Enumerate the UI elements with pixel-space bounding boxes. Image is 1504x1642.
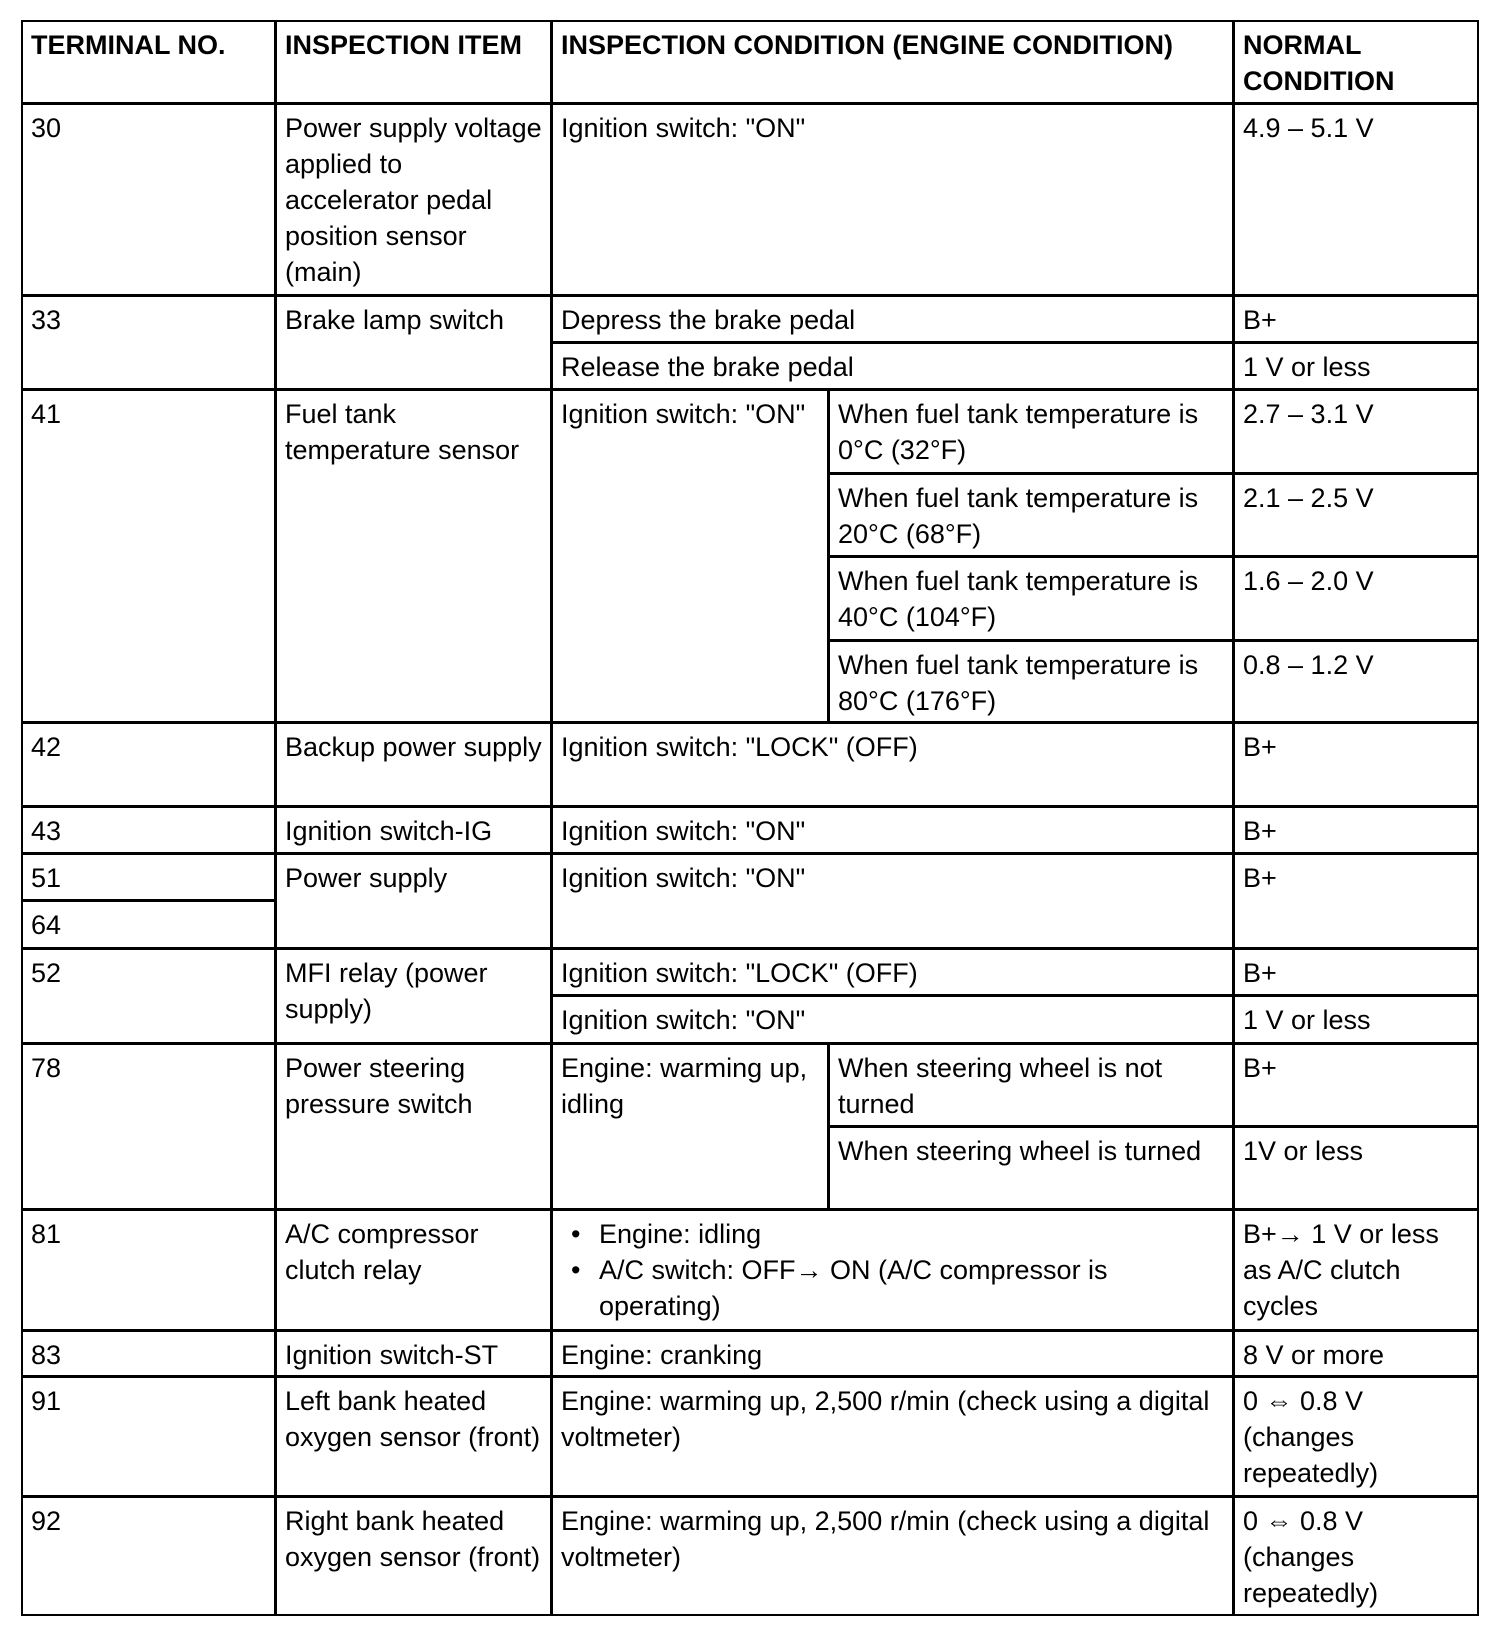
normal-cell: 2.1 – 2.5 V — [1233, 473, 1479, 557]
sub-condition-cell: When fuel tank temperature is 80°C (176°F) — [828, 640, 1234, 723]
condition-cell: Release the brake pedal — [551, 342, 1234, 390]
condition-cell: Ignition switch: "ON" — [551, 853, 1234, 949]
normal-cell: 0 ⇔ 0.8 V (changes repeatedly) — [1233, 1496, 1479, 1616]
normal-cell: B+ — [1233, 722, 1479, 807]
terminal-cell: 52 — [21, 948, 276, 1044]
terminal-cell: 42 — [21, 722, 276, 807]
terminal-cell: 30 — [21, 103, 276, 296]
item-cell: Right bank heated oxygen sensor (front) — [275, 1496, 552, 1616]
terminal-cell: 64 — [21, 900, 276, 949]
condition-cell: Engine: warming up, 2,500 r/min (check using a digital voltmeter) — [551, 1376, 1234, 1497]
normal-cell: B+ — [1233, 948, 1479, 996]
item-cell: Backup power supply — [275, 722, 552, 807]
terminal-cell: 51 — [21, 853, 276, 901]
sub-condition-cell: When fuel tank temperature is 20°C (68°F) — [828, 473, 1234, 557]
condition-cell: Engine: cranking — [551, 1330, 1234, 1377]
normal-cell: 4.9 – 5.1 V — [1233, 103, 1479, 296]
header-terminal-no: TERMINAL NO. — [21, 20, 276, 104]
terminal-cell: 78 — [21, 1043, 276, 1210]
condition-cell: Engine: warming up, 2,500 r/min (check using a digital voltmeter) — [551, 1496, 1234, 1616]
terminal-cell: 81 — [21, 1209, 276, 1331]
header-normal-condition: NORMAL CONDITION — [1233, 20, 1479, 104]
item-cell: Left bank heated oxygen sensor (front) — [275, 1376, 552, 1497]
sub-condition-cell: When steering wheel is not turned — [828, 1043, 1234, 1127]
normal-cell: 1V or less — [1233, 1126, 1479, 1210]
bullet-item: • Engine: idling — [561, 1216, 1224, 1252]
sub-condition-cell: When fuel tank temperature is 40°C (104°F) — [828, 556, 1234, 641]
normal-cell: 1.6 – 2.0 V — [1233, 556, 1479, 641]
terminal-cell: 92 — [21, 1496, 276, 1616]
condition-cell: Ignition switch: "ON" — [551, 995, 1234, 1044]
normal-cell: 0.8 – 1.2 V — [1233, 640, 1479, 723]
condition-cell: Engine: warming up, idling — [551, 1043, 829, 1210]
item-cell: Brake lamp switch — [275, 295, 552, 390]
item-cell: Power supply voltage applied to accelerator pedal position sensor (main) — [275, 103, 552, 296]
normal-cell: B+ — [1233, 853, 1479, 949]
normal-cell: 0 ⇔ 0.8 V (changes repeatedly) — [1233, 1376, 1479, 1497]
item-cell: MFI relay (power supply) — [275, 948, 552, 1044]
sub-condition-cell: When fuel tank temperature is 0°C (32°F) — [828, 389, 1234, 474]
header-inspection-item: INSPECTION ITEM — [275, 20, 552, 104]
normal-cell: B+ — [1233, 295, 1479, 343]
item-cell: Power supply — [275, 853, 552, 949]
terminal-cell: 41 — [21, 389, 276, 723]
item-cell: Ignition switch-IG — [275, 806, 552, 854]
item-cell: A/C compressor clutch relay — [275, 1209, 552, 1331]
sub-condition-cell: When steering wheel is turned — [828, 1126, 1234, 1210]
condition-cell: Ignition switch: "ON" — [551, 806, 1234, 854]
item-cell: Fuel tank temperature sensor — [275, 389, 552, 723]
normal-cell: 1 V or less — [1233, 342, 1479, 390]
item-cell: Power steering pressure switch — [275, 1043, 552, 1210]
condition-cell: Ignition switch: "LOCK" (OFF) — [551, 722, 1234, 807]
item-cell: Ignition switch-ST — [275, 1330, 552, 1377]
condition-cell: Ignition switch: "ON" — [551, 389, 829, 723]
normal-cell: 1 V or less — [1233, 995, 1479, 1044]
bullet-item: • A/C switch: OFF→ ON (A/C compressor is operating) — [561, 1252, 1224, 1324]
terminal-cell: 91 — [21, 1376, 276, 1497]
terminal-cell: 43 — [21, 806, 276, 854]
normal-cell: B+→ 1 V or less as A/C clutch cycles — [1233, 1209, 1479, 1331]
condition-cell: Ignition switch: "LOCK" (OFF) — [551, 948, 1234, 996]
normal-cell: 2.7 – 3.1 V — [1233, 389, 1479, 474]
normal-cell: B+ — [1233, 806, 1479, 854]
terminal-cell: 33 — [21, 295, 276, 390]
condition-cell — [551, 1209, 1234, 1331]
normal-cell: B+ — [1233, 1043, 1479, 1127]
condition-cell: Ignition switch: "ON" — [551, 103, 1234, 296]
normal-cell: 8 V or more — [1233, 1330, 1479, 1377]
header-inspection-condition: INSPECTION CONDITION (ENGINE CONDITION) — [551, 20, 1234, 104]
condition-cell: Depress the brake pedal — [551, 295, 1234, 343]
terminal-cell: 83 — [21, 1330, 276, 1377]
